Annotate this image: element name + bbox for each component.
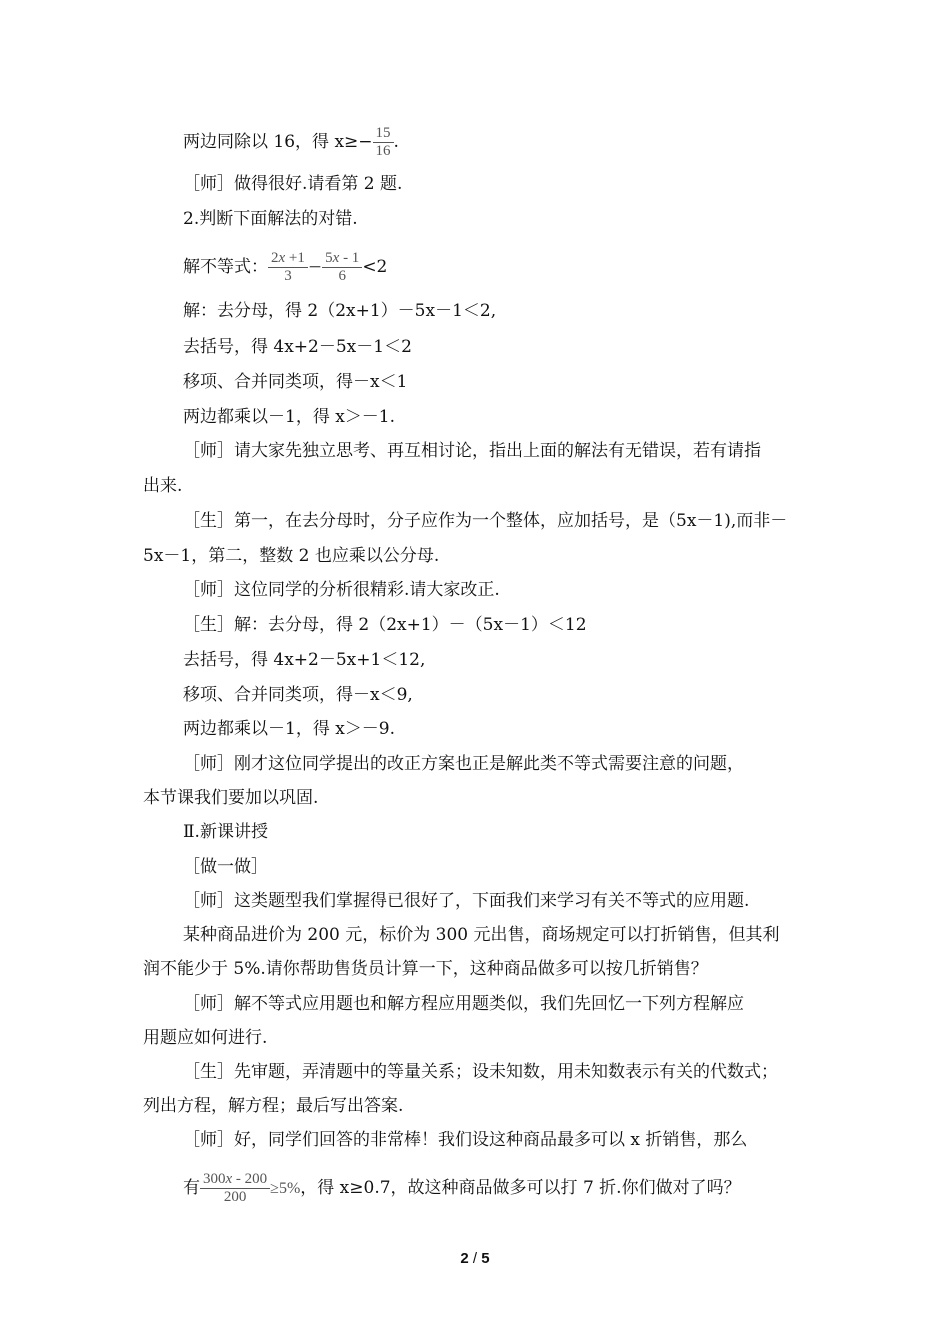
line-teacher-recall-cont: 用题应如何进行. (143, 1028, 268, 1048)
numerator: 300x - 200 (203, 1171, 268, 1187)
page-separator: / (472, 1250, 478, 1267)
line-student-solve: ［生］解：去分母，得 2（2x+1）－（5x－1）＜12 (183, 615, 587, 635)
line-teacher-discuss-cont: 出来. (143, 476, 183, 496)
section-new-lesson: Ⅱ.新课讲授 (183, 822, 268, 842)
denominator: 3 (284, 268, 292, 284)
line-student-steps-cont: 列出方程，解方程；最后写出答案. (143, 1096, 404, 1116)
line-solve-inequality (183, 250, 387, 285)
line-step-2: 去括号，得 4x+2－5x－1＜2 (183, 337, 412, 357)
fraction-2x-plus-1-over-3 (268, 250, 308, 285)
line-student-analysis: ［生］第一，在去分母时，分子应作为一个整体，应加括号，是（5x－1),而非－ (183, 511, 788, 531)
text: 有 (183, 1178, 200, 1198)
text: ，得 x≥0.7，故这种商品做多可以打 7 折.你们做对了吗？ (300, 1178, 741, 1198)
minus-sign: − (307, 257, 323, 277)
line-divide-16 (183, 125, 399, 160)
text: <2 (362, 257, 388, 277)
fraction-300x-minus-200-over-200 (200, 1171, 270, 1206)
numerator: 2x +1 (271, 250, 305, 266)
line-corrected-step-3: 移项、合并同类项，得－x＜9, (183, 685, 413, 705)
line-teacher-correct: ［师］这位同学的分析很精彩.请大家改正. (183, 580, 500, 600)
current-page: 2 (460, 1250, 469, 1267)
fraction-5x-minus-1-over-6 (322, 250, 362, 285)
numerator: 5x - 1 (325, 250, 360, 266)
line-corrected-step-4: 两边都乘以－1，得 x＞－9. (183, 719, 396, 739)
line-teacher-discuss: ［师］请大家先独立思考、再互相讨论，指出上面的解法有无错误，若有请指 (183, 441, 761, 461)
line-problem: 某种商品进价为 200 元，标价为 300 元出售，商场规定可以打折销售，但其利 (183, 925, 780, 945)
line-student-steps: ［生］先审题，弄清题中的等量关系；设未知数，用未知数表示有关的代数式； (183, 1062, 778, 1082)
line-teacher-good: ［师］做得很好.请看第 2 题. (183, 174, 403, 194)
line-student-analysis-cont: 5x－1，第二，整数 2 也应乘以公分母. (143, 546, 440, 566)
line-inequality-result (183, 1171, 741, 1206)
text: 解不等式： (183, 257, 268, 277)
line-step-1: 解：去分母，得 2（2x+1）－5x－1＜2, (183, 301, 497, 321)
ge-five-percent: ≥5% (270, 1180, 301, 1197)
total-pages: 5 (481, 1250, 490, 1267)
line-teacher-intro: ［师］这类题型我们掌握得已很好了，下面我们来学习有关不等式的应用题. (183, 891, 750, 911)
line-step-3: 移项、合并同类项，得－x＜1 (183, 372, 408, 392)
line-teacher-set-x: ［师］好，同学们回答的非常棒！我们设这种商品最多可以 x 折销售，那么 (183, 1130, 748, 1150)
denominator: 200 (223, 1189, 247, 1205)
numerator: 15 (375, 125, 391, 141)
line-judge-solution: 2.判断下面解法的对错. (183, 209, 358, 229)
line-corrected-step-2: 去括号，得 4x+2－5x+1＜12, (183, 650, 426, 670)
line-problem-cont: 润不能少于 5%.请你帮助售货员计算一下，这种商品做多可以按几折销售？ (143, 959, 708, 979)
line-step-4: 两边都乘以－1，得 x＞－1. (183, 407, 396, 427)
text: . (393, 132, 399, 152)
line-teacher-note: ［师］刚才这位同学提出的改正方案也正是解此类不等式需要注意的问题， (183, 754, 744, 774)
page-number (0, 1250, 950, 1267)
denominator: 16 (375, 143, 391, 159)
text: 两边同除以 16，得 x≥− (183, 132, 373, 152)
fraction-15-16 (373, 125, 394, 160)
section-try-it: ［做一做］ (183, 857, 268, 877)
line-teacher-note-cont: 本节课我们要加以巩固. (143, 788, 319, 808)
line-teacher-recall: ［师］解不等式应用题也和解方程应用题类似，我们先回忆一下列方程解应 (183, 994, 744, 1014)
denominator: 6 (338, 268, 346, 284)
